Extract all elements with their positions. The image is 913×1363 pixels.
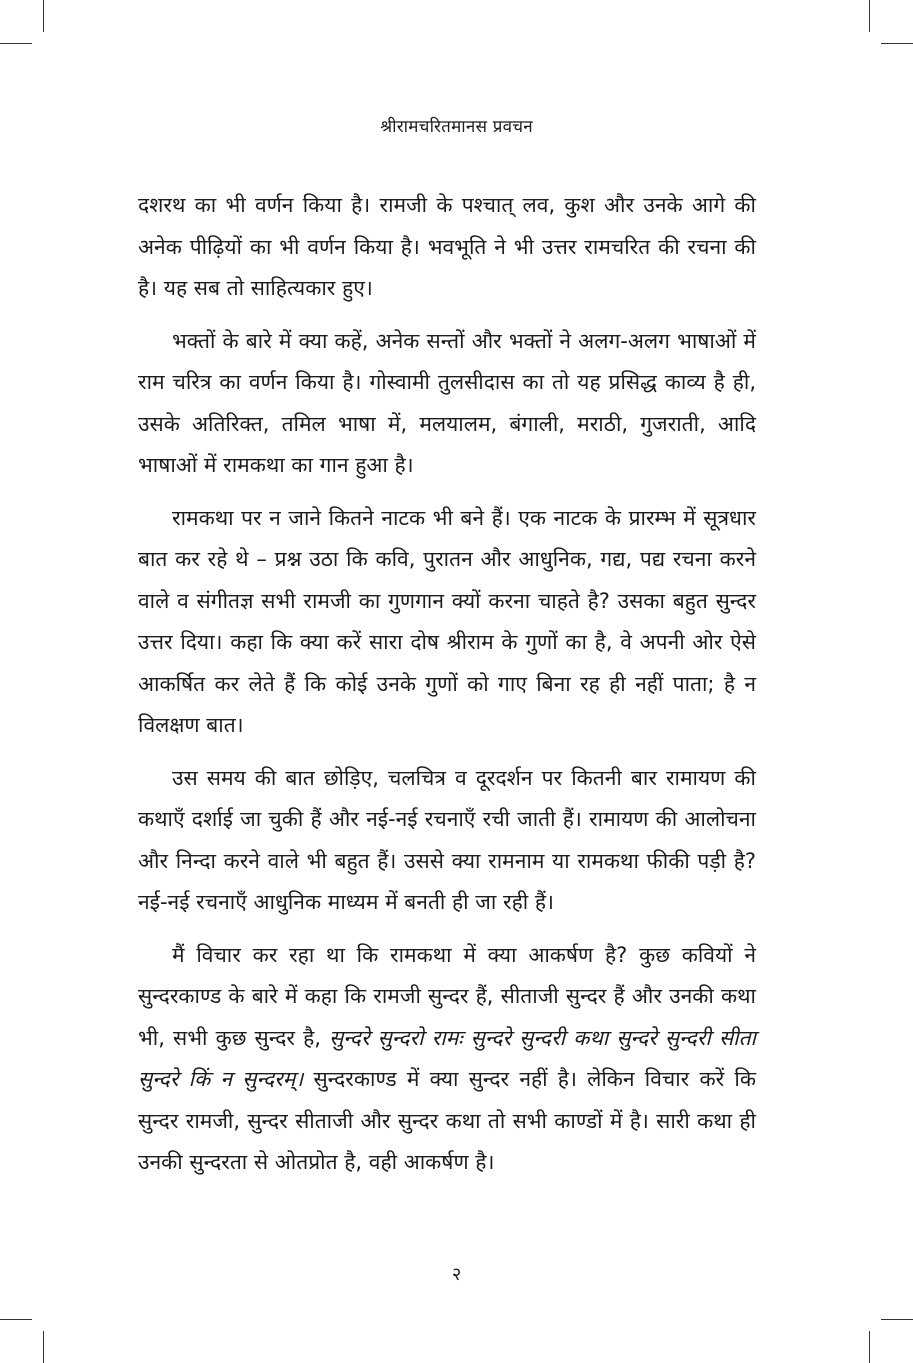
paragraph: रामकथा पर न जाने कितने नाटक भी बने हैं। एक नाटक के प्रारम्भ में सूत्रधार बात कर रहे थे – प्रश्न उठा कि कवि, पुरातन और आधुनिक, गद्य, पद्य रचना करने वाले व संगीतज्ञ सभी रामजी का गुणगान क्यों करना चाहते है? उसका बहुत सुन्दर उत्तर दिया। कहा कि क्या करें सारा दोष श्रीराम के गुणों का है, वे अपनी ओर ऐसे आकर्षित कर लेते हैं कि कोई उनके गुणों को गाए बिना रह ही नहीं पाता; है न विलक्षण बात। bbox=[138, 505, 756, 737]
crop-mark-top-left-vertical bbox=[43, 0, 44, 32]
crop-mark-top-left-horizontal bbox=[0, 43, 32, 44]
crop-mark-top-right-horizontal bbox=[881, 43, 913, 44]
paragraph: भक्तों के बारे में क्या कहें, अनेक सन्तों और भक्तों ने अलग-अलग भाषाओं में राम चरित्र का वर्णन किया है। गोस्वामी तुलसीदास का तो यह प्रसिद्ध काव्य है ही, उसके अतिरिक्त, तमिल भाषा में, मलयालम, बंगाली, मराठी, गुजराती, आदि भाषाओं में रामकथा का गान हुआ है। bbox=[138, 328, 756, 477]
sanskrit-verse: सुन्दरे सुन्दरो रामः सुन्दरे सुन्दरी कथा सुन्दरे सुन्दरी सीता सुन्दरे किं न सुन्दरम्। bbox=[138, 1025, 756, 1091]
crop-mark-bottom-right-vertical bbox=[869, 1331, 870, 1363]
crop-mark-bottom-right-horizontal bbox=[881, 1319, 913, 1320]
paragraph-text-after-verse: सुन्दरकाण्ड में क्या सुन्दर नहीं है। लेकिन विचार करें कि सुन्दर रामजी, सुन्दर सीताजी और सुन्दर कथा तो सभी काण्डों में है। सारी कथा ही उनकी सुन्दरता से ओतप्रोत है, वही आकर्षण है। bbox=[138, 1067, 756, 1174]
paragraph-with-verse bbox=[138, 935, 756, 1184]
crop-mark-top-right-vertical bbox=[869, 0, 870, 32]
paragraph-text-before-verse: मैं विचार कर रहा था कि रामकथा में क्या आकर्षण है? कुछ कवियों ने सुन्दरकाण्ड के बारे में कहा कि रामजी सुन्दर हैं, सीताजी सुन्दर हैं और उनकी कथा भी, सभी कुछ सुन्दर है, bbox=[138, 942, 756, 1050]
paragraph: दशरथ का भी वर्णन किया है। रामजी के पश्चात् लव, कुश और उनके आगे की अनेक पीढ़ियों का भी वर्णन किया है। भवभूति ने भी उत्तर रामचरित की रचना की है। यह सब तो साहित्यकार हुए। bbox=[138, 193, 756, 300]
crop-mark-bottom-left-vertical bbox=[43, 1331, 44, 1363]
page-body bbox=[138, 185, 756, 1195]
running-head: श्रीरामचरितमानस प्रवचन bbox=[380, 117, 533, 137]
page-number: २ bbox=[451, 1264, 462, 1285]
crop-mark-bottom-left-horizontal bbox=[0, 1319, 32, 1320]
paragraph: उस समय की बात छोड़िए, चलचित्र व दूरदर्शन पर कितनी बार रामायण की कथाएँ दर्शाई जा चुकी हैं और नई-नई रचनाएँ रची जाती हैं। रामायण की आलोचना और निन्दा करने वाले भी बहुत हैं। उससे क्या रामनाम या रामकथा फीकी पड़ी है? नई-नई रचनाएँ आधुनिक माध्यम में बनती ही जा रही हैं। bbox=[138, 765, 756, 914]
